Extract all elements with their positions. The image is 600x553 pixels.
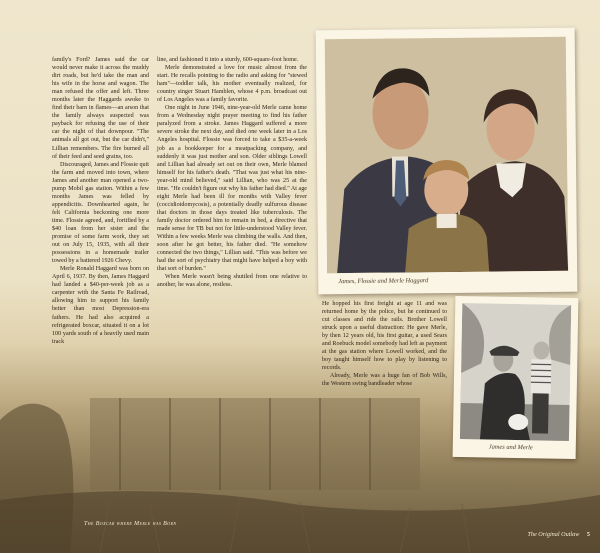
paragraph: He hopped his first freight at age 11 and was returned home by the police, but he continued to cut classes and ride the rails. Brother Lowell struck upon a useful distraction: He gave Merle, by then 12 years old, his first guitar, a used Sears and Roebuck model somebody had left as payment at the gas station where Lowell worked, and the boy taught himself how to play by listening to records. [322,301,447,372]
page-footer [527,531,590,538]
paragraph: One night in June 1946, nine-year-old Merle came home from a Wednesday night prayer meeting to find his father paralyzed from a stroke. James Haggard suffered a more severe stroke the next day, and died one week later in a Los Angeles hospital. Flossie was forced to take a $35-a-week job as a bookkeeper for a meatpacking company, and suddenly it was just mother and son. Older siblings Lowell and Lillian had already set out on their own, Merle blamed himself for his father's death. "That was just what his nine-year-old mind believed," said Lillian, who was 25 at the time. "He couldn't figure out why his father had died." At age eight Merle had been ill for months with Valley fever (coccidioidomycosis), a potentially deadly sulfurous disease that doctors in those days treated like tuberculosis. The family doctor ordered him to remain in bed, a directive that made sense for TB but not for little-understood Valley fever. Within a few weeks Merle was climbing the walls. And then, soon after he got better, his father died. "He somehow connected the two things," Lillian said. "This was before we had the sort of psychiatry that might have helped a boy with that sort of burden." [157,105,307,273]
paragraph: Merle demonstrated a love for music almost from the start. He recalls pointing to the radio and asking for "stewed ham"—toddler talk, his mother eventually realized, for country singer Stuart Hamblen, whose 4 p.m. broadcast out of Los Angeles was a family favorite. [157,65,307,104]
father-son-photo [460,303,571,441]
family-photo-frame [316,28,578,295]
paragraph: family's Ford? James said the car would never make it across the muddy dirt roads, but he'd take the man and his wife in the horse and wagon. The man refused the offer and left. Three months later the Haggards awoke to find their barn in flames—an arson that the family always suspected was payback for refusing the use of their car the night of that downpour. "The animals all got out, but the car didn't," Lillian remembers. The fire burned all of their feed and seed grains, too. [52,57,149,160]
father-son-photo-frame [453,296,579,459]
text-column-3 [322,300,447,389]
text-column-1 [52,56,149,346]
paragraph: Merle Ronald Haggard was born on April 6, 1937. By then, James Haggard had landed a $40-per-week job as a carpenter with the Santa Fe Railroad, allowing him to support his family better than most Depression-era fathers. He had also acquired a refrigerated boxcar, situated it on a lot 100 yards south of a heavily used main track [52,266,149,345]
paragraph: Already, Merle was a huge fan of Bob Wills, the Western swing bandleader whose [322,373,447,388]
family-photo [325,37,568,274]
paragraph: Discouraged, James and Flossie quit the farm and moved into town, where James and another man opened a two-pump Mobil gas station. Within a few months James was felled by appendicitis. Downhearted again, he felt California beckoning one more time. Flossie agreed, and, fortified by a $40 loan from her sister and the promise of some farm work, they set out on July 15, 1935, with all their possessions in a homemade trailer towed by a battered 1926 Chevy. [52,161,149,265]
page-number: 5 [586,531,590,538]
background-photo-caption: The Boxcar where Merle was Born [84,521,177,527]
family-portrait-image [325,37,568,274]
photo-caption: James, Flossie and Merle Haggard [338,277,429,286]
father-son-image [460,303,571,441]
paragraph: When Merle wasn't being shuttled from one relative to another, he was alone, restless. [157,274,307,289]
photo-caption: James and Merle [488,443,533,452]
publication-title: The Original Outlaw [527,531,580,538]
paragraph: line, and fashioned it into a sturdy, 600-square-foot home. [157,57,299,63]
text-column-2 [157,56,307,289]
